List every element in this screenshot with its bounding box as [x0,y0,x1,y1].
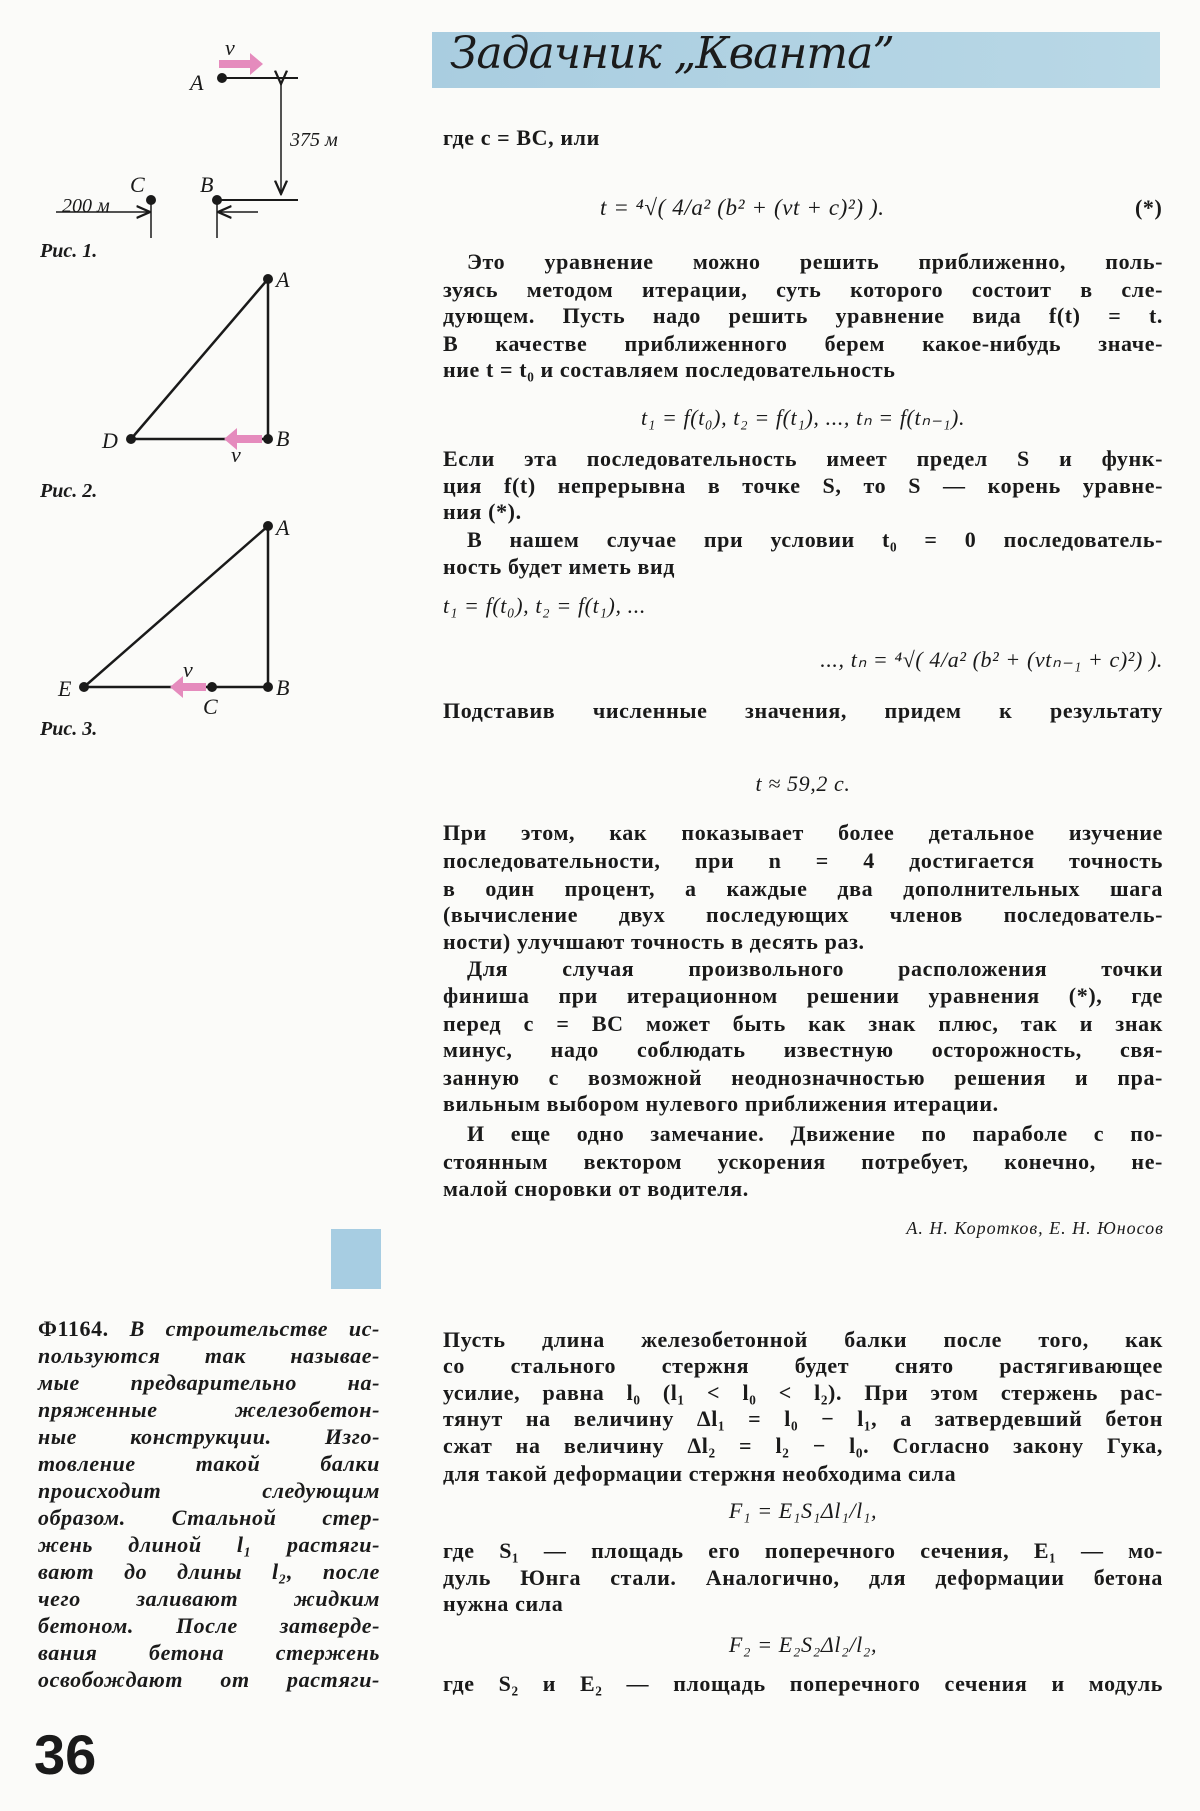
problem-line: пряженные железобетон- [38,1397,380,1422]
problem-line: пользуются так называе- [38,1343,380,1368]
paragraph-line: сжат на величину Δl₂ = l₂ − l₀. Согласно закону Гука, [443,1433,1163,1458]
paragraph-line: В качестве приближенного берем какое-нибудь значе- [443,331,1163,356]
label-c: C [130,172,145,197]
paragraph-line: Если эта последовательность имеет предел S и функ- [443,446,1163,471]
formula-f1: F₁ = E₁S₁Δl₁/l₁, [728,1498,878,1523]
label-a: A [190,70,204,95]
label-375: 375 м [290,129,338,151]
paragraph-line: В нашем случае при условии t₀ = 0 последователь- [467,527,1163,552]
figure-2-caption: Рис. 2. [40,480,98,502]
paragraph-line: ние t = t₀ и составляем последовательность [443,357,896,382]
problem-line: происходит следующим [38,1478,380,1503]
paragraph-line: И еще одно замечание. Движение по параболе с по- [467,1121,1163,1146]
paragraph-line: Это уравнение можно решить приближенно, поль- [467,249,1163,274]
label-d: D [102,428,118,453]
paragraph-line: Пусть длина железобетонной балки после того, как [443,1327,1163,1352]
paragraph-line: где S₂ и E₂ — площадь поперечного сечения и модуль [443,1671,1163,1696]
paragraph-line: малой сноровки от водителя. [443,1176,749,1201]
section-title: Задачник „Кванта” [450,28,894,79]
problem-line: вают до длины l₂, после [38,1559,380,1584]
problem-text: В строительстве ис- [129,1316,380,1341]
paragraph-line: нужна сила [443,1591,564,1616]
paragraph-line: вильным выбором нулевого приближения итерации. [443,1091,999,1116]
paragraph-line: где S₁ — площадь его поперечного сечения, E₁ — мо- [443,1538,1163,1563]
problem-line: освобождают от растяги- [38,1667,380,1692]
paragraph-line: зуясь методом итерации, суть которого состоит в сле- [443,277,1163,302]
label-c: C [203,694,218,719]
figure-3-caption: Рис. 3. [40,718,98,740]
label-a: A [276,267,290,292]
sequence-formula-end: ..., tₙ = ⁴√( 4/a² (b² + (vtₙ₋₁ + c)²) ). [820,647,1163,672]
label-b: B [276,675,290,700]
paragraph-line: усилие, равна l₀ (l₁ < l₀ < l₂). При этом стержень рас- [443,1380,1163,1405]
problem-number: Ф1164. [38,1316,109,1341]
paragraph-line: Подставив численные значения, придем к результату [443,698,1163,723]
label-e: E [58,676,72,701]
paragraph-line: ности) улучшают точность в десять раз. [443,929,865,954]
problem-line: жень длиной l₁ растяги- [38,1532,380,1557]
paragraph-line: тянут на величину Δl₁ = l₀ − l₁, а затвердевший бетон [443,1406,1163,1431]
label-b: B [200,172,214,197]
intro-line: где c = BC, или [443,125,600,150]
sequence-formula-start: t₁ = f(t₀), t₂ = f(t₁), ... [443,593,646,618]
problem-line: образом. Стальной стер- [38,1505,380,1530]
paragraph-line: ность будет иметь вид [443,554,676,579]
sequence-formula: t₁ = f(t₀), t₂ = f(t₁), ..., tₙ = f(tₙ₋₁). [640,405,966,430]
paragraph-line: со стального стержня будет снято растягивающее [443,1353,1163,1378]
authors-signature: А. Н. Коротков, Е. Н. Юносов [906,1218,1164,1238]
paragraph-line: (вычисление двух последующих членов последователь- [443,902,1163,927]
problem-line: вания бетона стержень [38,1640,380,1665]
figure-1 [56,35,338,238]
paragraph-line: перед c = BC может быть как знак плюс, так и знак [443,1011,1163,1036]
figure-2 [101,267,290,467]
paragraph-line: При этом, как показывает более детальное изучение [443,820,1163,845]
label-200: 200 м [62,195,110,217]
paragraph-line: для такой деформации стержня необходима сила [443,1461,957,1486]
label-b: B [276,426,290,451]
problem-line: чего заливают жидким [38,1586,380,1611]
velocity-arrow-icon [224,428,262,450]
result-formula: t ≈ 59,2 с. [755,771,851,796]
paragraph-line: Для случая произвольного расположения точки [467,956,1163,981]
label-a: A [276,515,290,540]
paragraph-line: финиша при итерационном решении уравнения (*), где [443,983,1163,1008]
paragraph-line: ния (*). [443,499,522,524]
problem-line: товление такой балки [38,1451,380,1476]
page-number: 36 [34,1723,97,1786]
paragraph-line: дующем. Пусть надо решить уравнение вида f(t) = t. [443,303,1163,328]
paragraph-line: последовательности, при n = 4 достигается точность [443,848,1163,873]
label-v: v [231,442,241,467]
figures [0,0,400,760]
label-v: v [225,35,235,60]
figure-1-caption: Рис. 1. [40,240,98,262]
section-header-banner [432,28,1160,88]
paragraph-line: ция f(t) непрерывна в точке S, то S — корень уравне- [443,473,1163,498]
problem-line: мые предварительно на- [38,1370,380,1395]
paragraph-line: занную с возможной неоднозначностью решения и пра- [443,1065,1163,1090]
decorative-blue-square [331,1229,381,1289]
problem-line [38,1315,380,1343]
paragraph-line: минус, надо соблюдать известную осторожность, свя- [443,1037,1163,1062]
formula-star: t = ⁴√( 4/a² (b² + (vt + c)²) ). [600,195,885,220]
problem-line: ные конструкции. Изго- [38,1424,380,1449]
formula-f2: F₂ = E₂S₂Δl₂/l₂, [728,1632,878,1657]
problem-line: бетоном. После затверде- [38,1613,380,1638]
paragraph-line: стоянным вектором ускорения потребует, конечно, не- [443,1149,1163,1174]
label-v: v [183,657,193,682]
paragraph-line: в один процент, а каждые два дополнительных шага [443,876,1163,901]
paragraph-line: дуль Юнга стали. Аналогично, для деформации бетона [443,1565,1163,1590]
formula-star-label: (*) [1135,195,1163,220]
figure-3 [57,515,290,719]
